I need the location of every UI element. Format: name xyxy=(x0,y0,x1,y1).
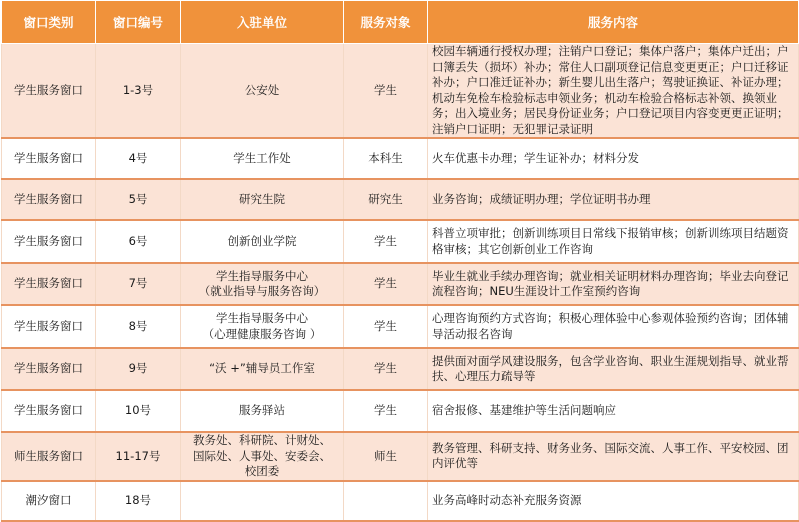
cell-service-target: 学生 xyxy=(344,263,428,305)
cell-service-content: 教务管理、科研支持、财务业务、国际交流、人事工作、平安校园、团内评优等 xyxy=(428,432,799,481)
table-row xyxy=(2,220,799,263)
table-row xyxy=(2,305,799,348)
cell-window-category: 学生服务窗口 xyxy=(2,220,96,263)
cell-service-content: 毕业生就业手续办理咨询；就业相关证明材料办理咨询；毕业去向登记流程咨询；NEU生涯设计工作室预约咨询 xyxy=(428,263,799,305)
table-row xyxy=(2,348,799,390)
cell-service-target: 学生 xyxy=(344,44,428,139)
cell-service-content: 心理咨询预约方式咨询；积极心理体验中心参观体验预约咨询；团体辅导活动报名咨询 xyxy=(428,305,799,348)
cell-window-number: 9号 xyxy=(96,348,181,390)
table-row xyxy=(2,179,799,220)
table-row xyxy=(2,390,799,432)
unit-line: 学生指导服务中心 xyxy=(216,268,308,283)
cell-window-category: 师生服务窗口 xyxy=(2,432,96,481)
cell-service-target: 学生 xyxy=(344,390,428,432)
table-row xyxy=(2,263,799,305)
unit-line: 学生指导服务中心 xyxy=(216,311,308,325)
cell-resident-unit xyxy=(181,348,344,390)
table-row xyxy=(2,432,799,481)
unit-line: 创新创业学院 xyxy=(227,233,297,248)
cell-window-category: 学生服务窗口 xyxy=(2,263,96,305)
unit-line: “沃 +”辅导员工作室 xyxy=(209,361,315,376)
header-service-target: 服务对象 xyxy=(344,1,428,44)
cell-resident-unit xyxy=(181,481,344,521)
service-window-table xyxy=(1,0,799,522)
cell-service-target: 师生 xyxy=(344,432,428,481)
table-body xyxy=(2,44,799,521)
unit-line: （心理健康服务咨询 ） xyxy=(202,326,322,341)
cell-resident-unit xyxy=(181,179,344,220)
cell-window-number: 7号 xyxy=(96,263,181,305)
header-window-category: 窗口类别 xyxy=(2,1,96,44)
cell-window-category: 学生服务窗口 xyxy=(2,138,96,179)
table-header-row xyxy=(2,1,799,44)
header-window-number: 窗口编号 xyxy=(96,1,181,44)
cell-window-number: 1-3号 xyxy=(96,44,181,139)
cell-resident-unit xyxy=(181,44,344,139)
table-row xyxy=(2,481,799,521)
cell-service-content: 业务咨询；成绩证明办理；学位证明书办理 xyxy=(428,179,799,220)
cell-service-target: 学生 xyxy=(344,305,428,348)
cell-window-number: 11-17号 xyxy=(96,432,181,481)
cell-service-content: 业务高峰时动态补充服务资源 xyxy=(428,481,799,521)
unit-line: 校团委 xyxy=(244,464,280,478)
cell-window-category: 学生服务窗口 xyxy=(2,348,96,390)
cell-window-category: 学生服务窗口 xyxy=(2,44,96,139)
cell-resident-unit xyxy=(181,138,344,179)
cell-window-category: 学生服务窗口 xyxy=(2,305,96,348)
cell-service-target: 学生 xyxy=(344,348,428,390)
cell-resident-unit xyxy=(181,220,344,263)
cell-service-target: 研究生 xyxy=(344,179,428,220)
cell-resident-unit xyxy=(181,263,344,305)
cell-service-content: 宿舍报修、基建维护等生活问题响应 xyxy=(428,390,799,432)
cell-resident-unit xyxy=(181,432,344,481)
cell-window-number: 5号 xyxy=(96,179,181,220)
cell-window-number: 10号 xyxy=(96,390,181,432)
cell-service-content: 校园车辆通行授权办理；注销户口登记；集体户落户；集体户迁出；户口簿丢失（损坏）补办；常住人口副项登记信息变更更正；户口迁移证补办；户口准迁证补办；新生婴儿出生落户；驾驶证换证、补证办理；机动车免检车检验标志申领业务；机动车检验合格标志补领、换领业务；出入境业务；居民身份证业务；户口登记项目内容变更更正证明；注销户口证明；无犯罪记录证明 xyxy=(428,44,799,139)
cell-window-number: 6号 xyxy=(96,220,181,263)
unit-line: 教务处、科研院、计财处、 xyxy=(193,433,331,447)
cell-service-content: 提供面对面学风建设服务，包含学业咨询、职业生涯规划指导、就业帮扶、心理压力疏导等 xyxy=(428,348,799,390)
cell-window-category: 学生服务窗口 xyxy=(2,179,96,220)
cell-service-content: 火车优惠卡办理；学生证补办；材料分发 xyxy=(428,138,799,179)
cell-resident-unit xyxy=(181,390,344,432)
cell-service-content: 科普立项审批；创新训练项目日常线下报销审核；创新训练项目结题资格审核；其它创新创业工作咨询 xyxy=(428,220,799,263)
cell-resident-unit xyxy=(181,305,344,348)
cell-service-target xyxy=(344,481,428,521)
cell-service-target: 本科生 xyxy=(344,138,428,179)
header-resident-unit: 入驻单位 xyxy=(181,1,344,44)
cell-window-number: 8号 xyxy=(96,305,181,348)
cell-window-category: 学生服务窗口 xyxy=(2,390,96,432)
header-service-content: 服务内容 xyxy=(428,1,799,44)
table-row xyxy=(2,138,799,179)
cell-window-number: 18号 xyxy=(96,481,181,521)
unit-line: 公安处 xyxy=(244,82,280,97)
unit-line: （就业指导与服务咨询） xyxy=(198,284,326,298)
cell-window-number: 4号 xyxy=(96,138,181,179)
unit-line: 国际处、人事处、安委会、 xyxy=(193,448,331,463)
unit-line: 学生工作处 xyxy=(233,150,291,165)
cell-service-target: 学生 xyxy=(344,220,428,263)
table-row xyxy=(2,44,799,139)
unit-line: 服务驿站 xyxy=(239,403,285,418)
unit-line: 研究生院 xyxy=(239,191,285,206)
cell-window-category: 潮汐窗口 xyxy=(2,481,96,521)
